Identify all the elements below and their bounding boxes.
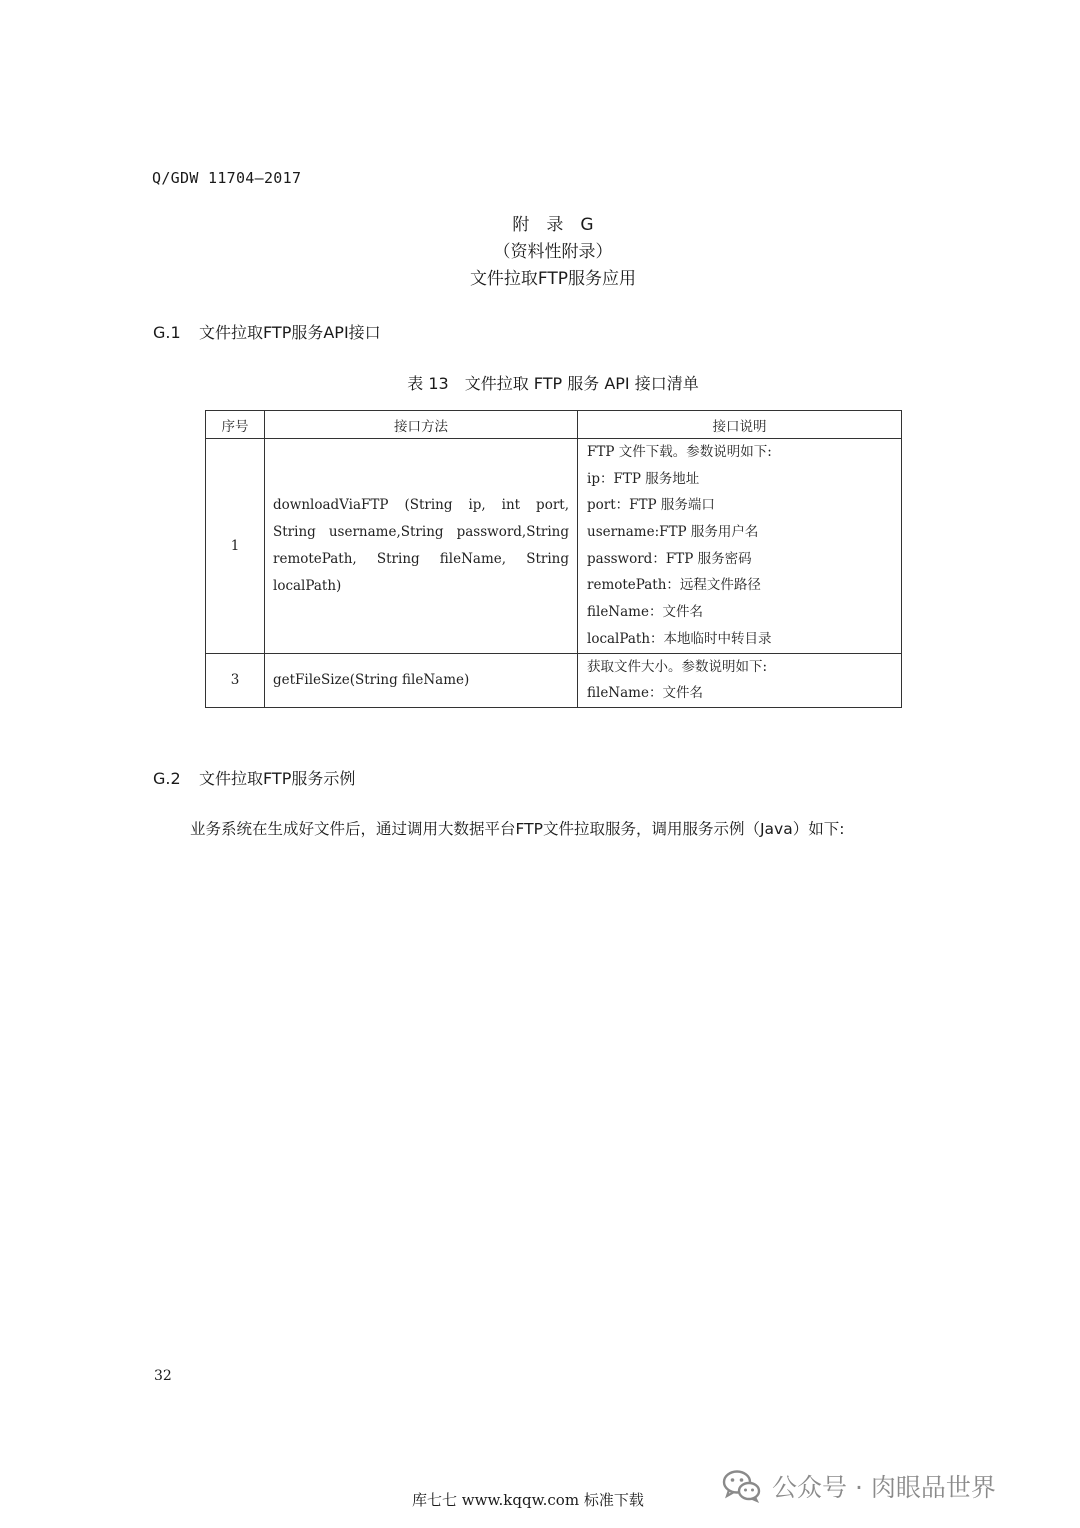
desc-line: password：FTP 服务密码	[587, 550, 752, 567]
section-title: 文件拉取FTP服务API接口	[199, 323, 381, 342]
desc-line: FTP 文件下载。参数说明如下:	[587, 444, 772, 460]
body-paragraph: 业务系统在生成好文件后，通过调用大数据平台FTP文件拉取服务，调用服务示例（Java）如下:	[190, 820, 845, 838]
row-seq: 1	[206, 439, 265, 654]
section-heading-g1	[153, 320, 381, 343]
section-number: G.1	[153, 323, 181, 342]
desc-line: localPath：本地临时中转目录	[587, 630, 772, 647]
footer-source: 库七七 www.kqqw.com 标准下载	[412, 1491, 644, 1509]
desc-line: fileName：文件名	[587, 604, 703, 621]
desc-line: 获取文件大小。参数说明如下:	[587, 658, 768, 675]
desc-line: ip：FTP 服务地址	[587, 470, 700, 487]
desc-line: fileName：文件名	[587, 685, 703, 702]
table-row	[206, 439, 902, 654]
header-desc: 接口说明	[578, 411, 902, 439]
page-number: 32	[154, 1368, 172, 1384]
appendix-type: （资料性附录）	[493, 242, 613, 262]
watermark-text: 公众号 · 肉眼品世界	[772, 1473, 996, 1502]
section-heading-g2	[153, 766, 355, 789]
row-method: downloadViaFTP (String ip, int port, String username,String password,String remotePath, String fileName, String localPath)	[265, 439, 578, 654]
wechat-icon	[722, 1469, 762, 1503]
desc-line: username:FTP 服务用户名	[587, 524, 759, 541]
row-desc	[578, 653, 902, 707]
watermark	[722, 1468, 996, 1504]
appendix-title: 文件拉取FTP服务应用	[469, 269, 637, 289]
table-row	[206, 653, 902, 707]
appendix-label: 附 录 G	[512, 215, 594, 235]
section-title: 文件拉取FTP服务示例	[199, 769, 356, 788]
table-header-row	[206, 411, 902, 439]
row-seq: 3	[206, 653, 265, 707]
api-table	[205, 410, 902, 708]
header-method: 接口方法	[265, 411, 578, 439]
document-code: Q/GDW 11704—2017	[152, 169, 302, 187]
row-desc	[578, 439, 902, 654]
desc-line: port：FTP 服务端口	[587, 497, 715, 514]
desc-line: remotePath：远程文件路径	[587, 577, 761, 594]
section-number: G.2	[153, 769, 181, 788]
header-seq: 序号	[206, 411, 265, 439]
appendix-header	[0, 212, 1080, 293]
table-caption: 表 13 文件拉取 FTP 服务 API 接口清单	[407, 374, 699, 393]
row-method: getFileSize(String fileName)	[265, 653, 578, 707]
